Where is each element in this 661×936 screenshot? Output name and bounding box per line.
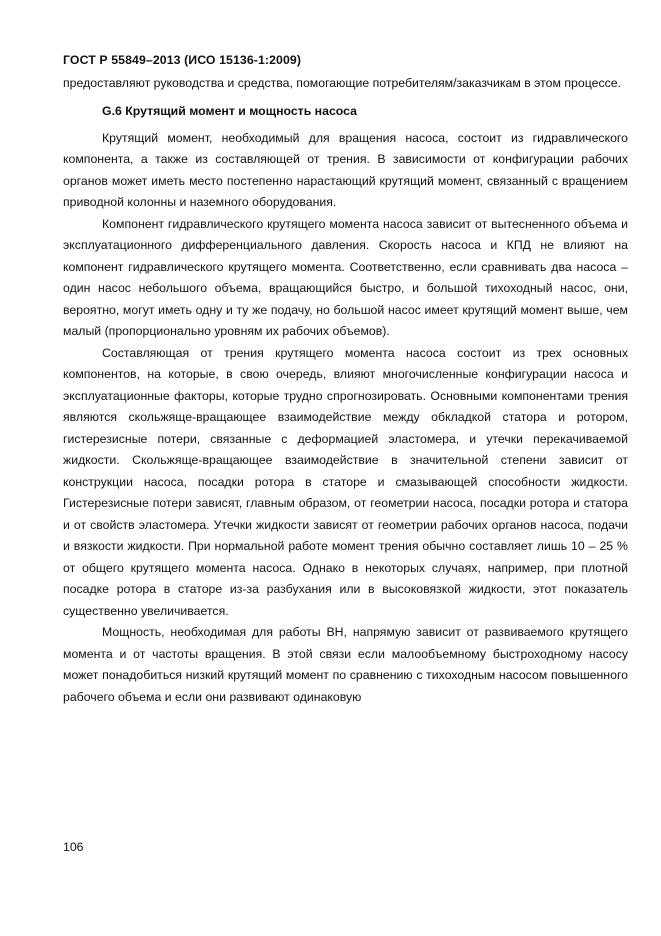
document-body [63, 73, 628, 708]
intro-paragraph: предоставляют руководства и средства, помогающие потребителям/заказчикам в этом процессе. [63, 76, 622, 90]
paragraph-power: Мощность, необходимая для работы ВН, напрямую зависит от развиваемого крутящего момента и от частоты вращения. В этой связи если малообъемному быстроходному насосу может понадобиться низкий крутящий момент по сравнению с тихоходным насосом повышенного рабочего объема и если они развивают одинаковую [63, 625, 628, 704]
paragraph-friction-torque: Составляющая от трения крутящего момента насоса состоит из трех основных компонентов, на которые, в свою очередь, влияют многочисленные конфигурации насоса и эксплуатационные факторы, которые трудно спрогнозировать. Основными компонентами трения являются скольжяще-вращающее взаимодействие между обкладкой статора и ротором, гистерезисные потери, связанные с деформацией эластомера, и утечки перекачиваемой жидкости. Скольжяще-вращающее взаимодействие в значительной степени зависит от конструкции насоса, посадки ротора в статоре и смазывающей способности жидкости. Гистерезисные потери зависят, главным образом, от геометрии насоса, посадки ротора и статора и от свойств эластомера. Утечки жидкости зависят от геометрии рабочих органов насоса, подачи и вязкости жидкости. При нормальной работе момент трения обычно составляет лишь 10 – 25 % от общего крутящего момента насоса. Однако в некоторых случаях, например, при плотной посадке ротора в статоре из-за разбухания или в высоковязкой жидкости, этот показатель существенно увеличивается. [63, 345, 628, 618]
section-heading: G.6 Крутящий момент и мощность насоса [102, 103, 357, 118]
paragraph-torque-intro: Крутящий момент, необходимый для вращения насоса, состоит из гидравлического компонента, а также из составляющей от трения. В зависимости от конфигурации рабочих органов может иметь место постепенно нарастающий крутящий момент, связанный с вращением приводной колонны и наземного оборудования. [63, 130, 628, 209]
document-header: ГОСТ Р 55849–2013 (ИСО 15136-1:2009) [63, 53, 302, 67]
page-number: 106 [63, 840, 84, 854]
paragraph-hydraulic-torque: Компонент гидравлического крутящего момента насоса зависит от вытесненного объема и эксплуатационного дифференциального давления. Скорость насоса и КПД не влияют на компонент гидравлического крутящего момента. Соответственно, если сравнивать два насоса – один насос небольшого объема, вращающийся быстро, и большой тихоходный насос, они, вероятно, могут иметь одну и ту же подачу, но большой насос имеет крутящий момент выше, чем малый (пропорционально уровням их рабочих объемов). [63, 216, 628, 338]
